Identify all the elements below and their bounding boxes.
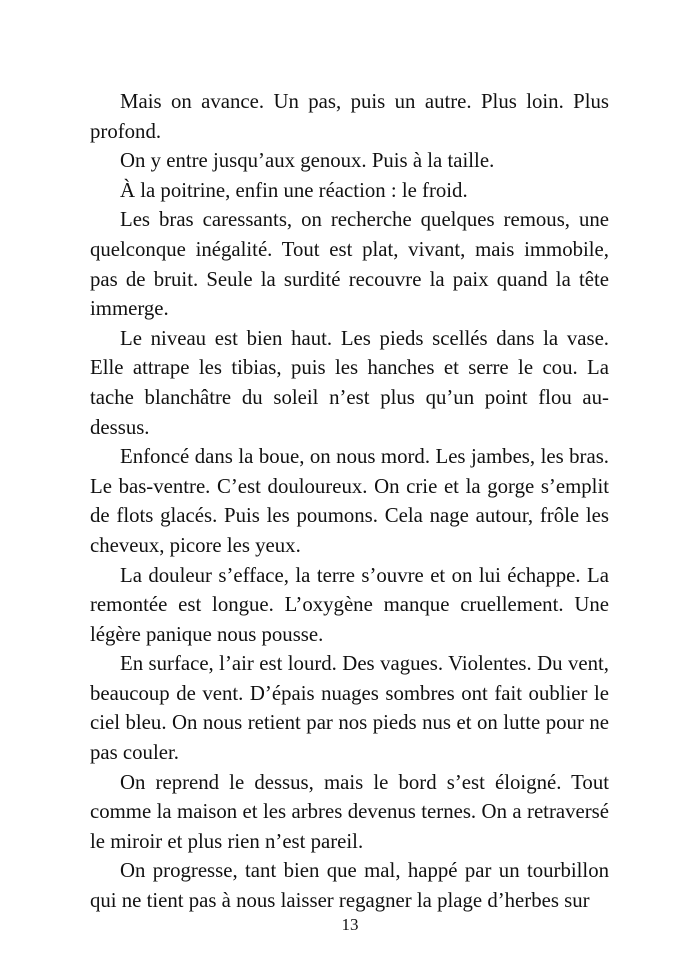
paragraph: On progresse, tant bien que mal, happé par un tourbillon qui ne tient pas à nous laisser regagner la plage d’herbes sur <box>90 859 609 913</box>
paragraph: On y entre jusqu’aux genoux. Puis à la taille. <box>120 149 495 173</box>
paragraph: Les bras caressants, on recherche quelques remous, une quelconque inégalité. Tout est plat, vivant, mais immobile, pas de bruit. Seule la surdité recouvre la paix quand la tête immerge. <box>90 208 609 321</box>
body-text <box>90 87 609 916</box>
paragraph: À la poitrine, enfin une réaction : le froid. <box>120 178 468 202</box>
paragraph: Le niveau est bien haut. Les pieds scellés dans la vase. Elle attrape les tibias, puis les hanches et serre le cou. La tache blanchâtre du soleil n’est plus qu’un point flou au-dessus. <box>90 326 609 439</box>
paragraph: En surface, l’air est lourd. Des vagues. Violentes. Du vent, beaucoup de vent. D’épais nuages sombres ont fait oublier le ciel bleu. On nous retient par nos pieds nus et on lutte pour ne pas couler. <box>90 652 609 765</box>
paragraph: La douleur s’efface, la terre s’ouvre et on lui échappe. La remontée est longue. L’oxygène manque cruellement. Une légère panique nous pousse. <box>90 563 609 646</box>
paragraph: Mais on avance. Un pas, puis un autre. Plus loin. Plus profond. <box>90 90 609 143</box>
paragraph: Enfoncé dans la boue, on nous mord. Les jambes, les bras. Le bas-ventre. C’est douloureux. On crie et la gorge s’emplit de flots glacés. Puis les poumons. Cela nage autour, frôle les cheveux, picore les yeux. <box>90 445 609 557</box>
paragraph: On reprend le dessus, mais le bord s’est éloigné. Tout comme la maison et les arbres devenus ternes. On a retraversé le miroir et plus rien n’est pareil. <box>90 770 609 853</box>
page-number: 13 <box>341 915 359 934</box>
